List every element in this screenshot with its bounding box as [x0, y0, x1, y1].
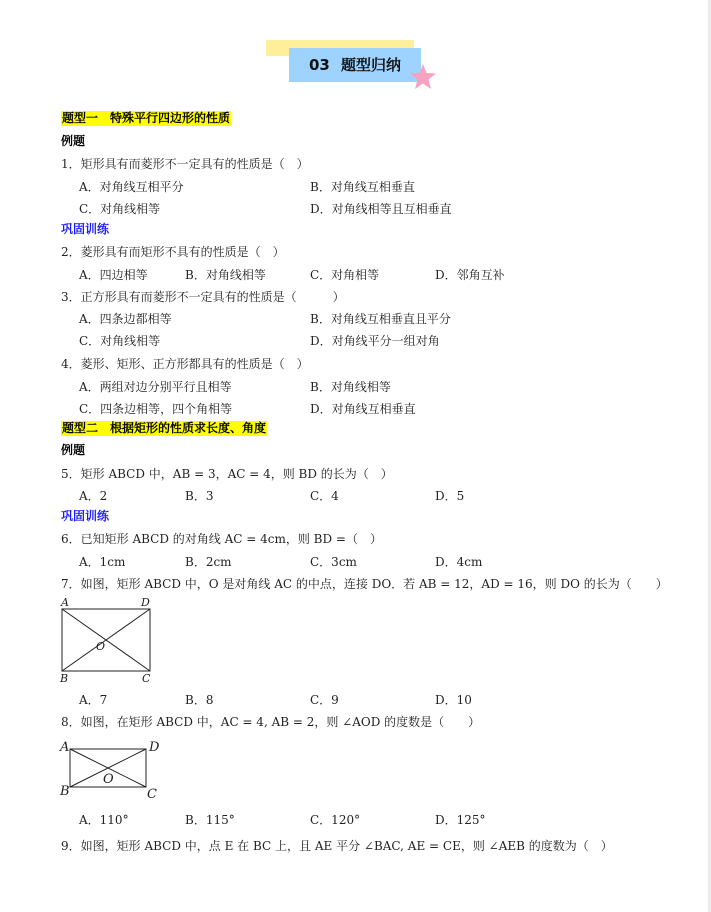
question-2-option-d: D．邻角互补 [435, 268, 505, 282]
question-8-option-b: B．115° [185, 813, 235, 827]
question-8-figure [58, 738, 164, 802]
question-4-option-a: A．两组对边分别平行且相等 [79, 380, 232, 394]
question-3-stem: 3．正方形具有而菱形不一定具有的性质是（ ） [61, 290, 345, 304]
question-7-stem: 7．如图，矩形 ABCD 中，O 是对角线 AC 的中点，连接 DO．若 AB = 12，AD = 16，则 DO 的长为（ ） [61, 577, 668, 591]
question-4-option-d: D．对角线互相垂直 [310, 402, 416, 416]
question-7-option-c: C．9 [310, 693, 339, 707]
question-2-option-b: B．对角线相等 [185, 268, 266, 282]
question-2-option-c: C．对角相等 [310, 268, 380, 282]
page-title [289, 48, 421, 82]
question-4-stem: 4．菱形、矩形、正方形都具有的性质是（ ） [61, 357, 309, 371]
star-icon [409, 63, 437, 91]
question-8-option-c: C．120° [310, 813, 361, 827]
question-2-stem: 2．菱形具有而矩形不具有的性质是（ ） [61, 245, 285, 259]
question-5-option-c: C．4 [310, 489, 339, 503]
question-1-option-c: C．对角线相等 [79, 202, 161, 216]
question-2-option-a: A．四边相等 [79, 268, 148, 282]
practice-label-2: 巩固训练 [61, 509, 110, 523]
question-6-stem: 6．已知矩形 ABCD 的对角线 AC = 4cm，则 BD =（ ） [61, 532, 382, 546]
point-o-label: O [96, 640, 106, 653]
question-7-option-b: B．8 [185, 693, 214, 707]
question-6-option-b: B．2cm [185, 555, 232, 569]
title-text: 题型归纳 [341, 56, 402, 74]
section-heading-2: 题型二 根据矩形的性质求长度、角度 [62, 421, 267, 435]
question-1-stem: 1．矩形具有而菱形不一定具有的性质是（ ） [61, 157, 309, 171]
question-5-option-b: B．3 [185, 489, 214, 503]
question-7-figure [56, 594, 160, 686]
question-8-option-a: A．110° [79, 813, 129, 827]
question-1-option-d: D．对角线相等且互相垂直 [310, 202, 452, 216]
example-label-1: 例题 [61, 134, 86, 148]
section-heading-1: 题型一 特殊平行四边形的性质 [62, 111, 231, 125]
question-4-option-b: B．对角线相等 [310, 380, 391, 394]
vertex-a-label: A [61, 596, 69, 609]
question-1-option-a: A．对角线互相平分 [79, 180, 184, 194]
vertex-c-label: C [142, 672, 151, 685]
question-6-option-d: D．4cm [435, 555, 483, 569]
question-4-option-c: C．四条边相等，四个角相等 [79, 402, 233, 416]
question-3-option-c: C．对角线相等 [79, 334, 161, 348]
question-5-option-d: D．5 [435, 489, 465, 503]
vertex-b-label: B [60, 672, 69, 685]
question-5-stem: 5．矩形 ABCD 中，AB = 3，AC = 4，则 BD 的长为（ ） [61, 467, 393, 481]
vertex-d-label: D [141, 596, 150, 609]
question-8-option-d: D．125° [435, 813, 486, 827]
question-7-option-d: D．10 [435, 693, 472, 707]
question-3-option-a: A．四条边都相等 [79, 312, 172, 326]
point-o-label: O [103, 772, 114, 787]
question-1-option-b: B．对角线互相垂直 [310, 180, 415, 194]
vertex-d-label: D [149, 740, 160, 755]
vertex-a-label: A [60, 740, 70, 755]
title-number: 03 [308, 56, 330, 74]
question-8-stem: 8．如图，在矩形 ABCD 中，AC = 4, AB = 2，则 ∠AOD 的度数是（ ） [61, 715, 481, 729]
vertex-c-label: C [147, 787, 157, 802]
question-5-option-a: A．2 [79, 489, 108, 503]
question-6-option-c: C．3cm [310, 555, 357, 569]
question-6-option-a: A．1cm [79, 555, 126, 569]
vertex-b-label: B [60, 784, 70, 799]
question-7-option-a: A．7 [79, 693, 108, 707]
example-label-2: 例题 [61, 443, 86, 457]
question-3-option-d: D．对角线平分一组对角 [310, 334, 440, 348]
question-3-option-b: B．对角线互相垂直且平分 [310, 312, 451, 326]
question-9-stem: 9．如图，矩形 ABCD 中，点 E 在 BC 上，且 AE 平分 ∠BAC, AE = CE，则 ∠AEB 的度数为（ ） [61, 839, 613, 853]
practice-label-1: 巩固训练 [61, 222, 110, 236]
